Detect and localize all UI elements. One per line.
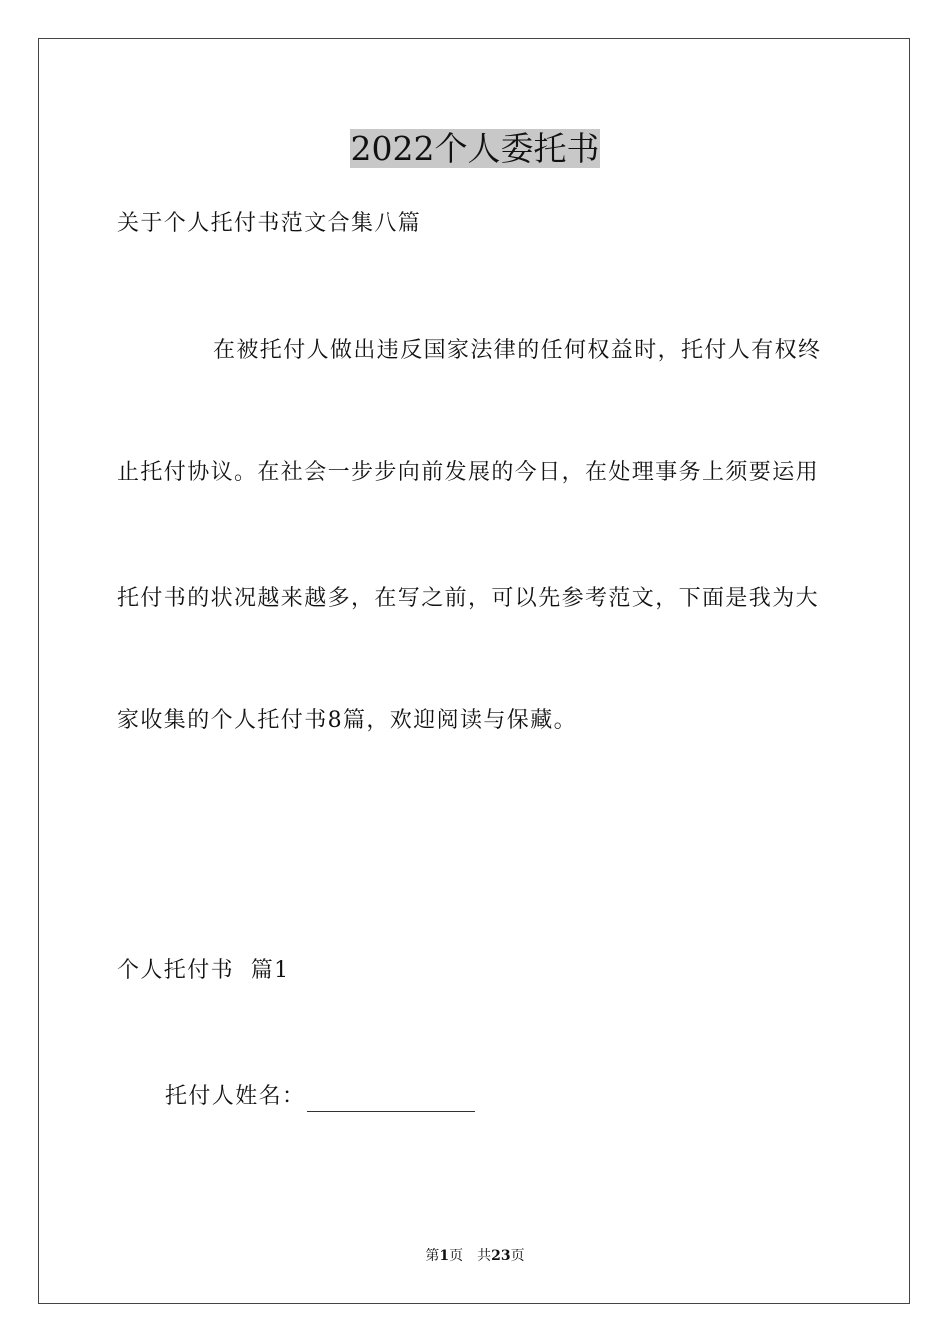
section-heading: 个人托付书 篇1 — [117, 958, 290, 983]
document-title-text: 2022个人委托书 — [350, 129, 600, 168]
document-title — [0, 128, 950, 170]
page-footer — [0, 1247, 950, 1265]
intro-line-4: 家收集的个人托付书8篇，欢迎阅读与保藏。 — [117, 708, 577, 733]
footer-total-suffix: 页 — [510, 1248, 525, 1264]
footer-page-number: 1 — [439, 1248, 450, 1264]
intro-line-1: 在被托付人做出违反国家法律的任何权益时，托付人有权终 — [213, 338, 822, 363]
delegator-name-field — [165, 1082, 475, 1112]
footer-page-suffix: 页 — [449, 1248, 464, 1264]
intro-line-2: 止托付协议。在社会一步步向前发展的今日，在处理事务上须要运用 — [117, 460, 820, 485]
footer-total-pages: 23 — [491, 1248, 511, 1264]
footer-page-prefix: 第 — [425, 1248, 440, 1264]
intro-line-3: 托付书的状况越来越多，在写之前，可以先参考范文，下面是我为大 — [117, 586, 820, 611]
delegator-name-label: 托付人姓名： — [165, 1084, 306, 1109]
footer-total-prefix: 共 — [477, 1248, 492, 1264]
delegator-name-blank[interactable] — [307, 1089, 475, 1112]
document-subtitle: 关于个人托付书范文合集八篇 — [117, 211, 422, 236]
